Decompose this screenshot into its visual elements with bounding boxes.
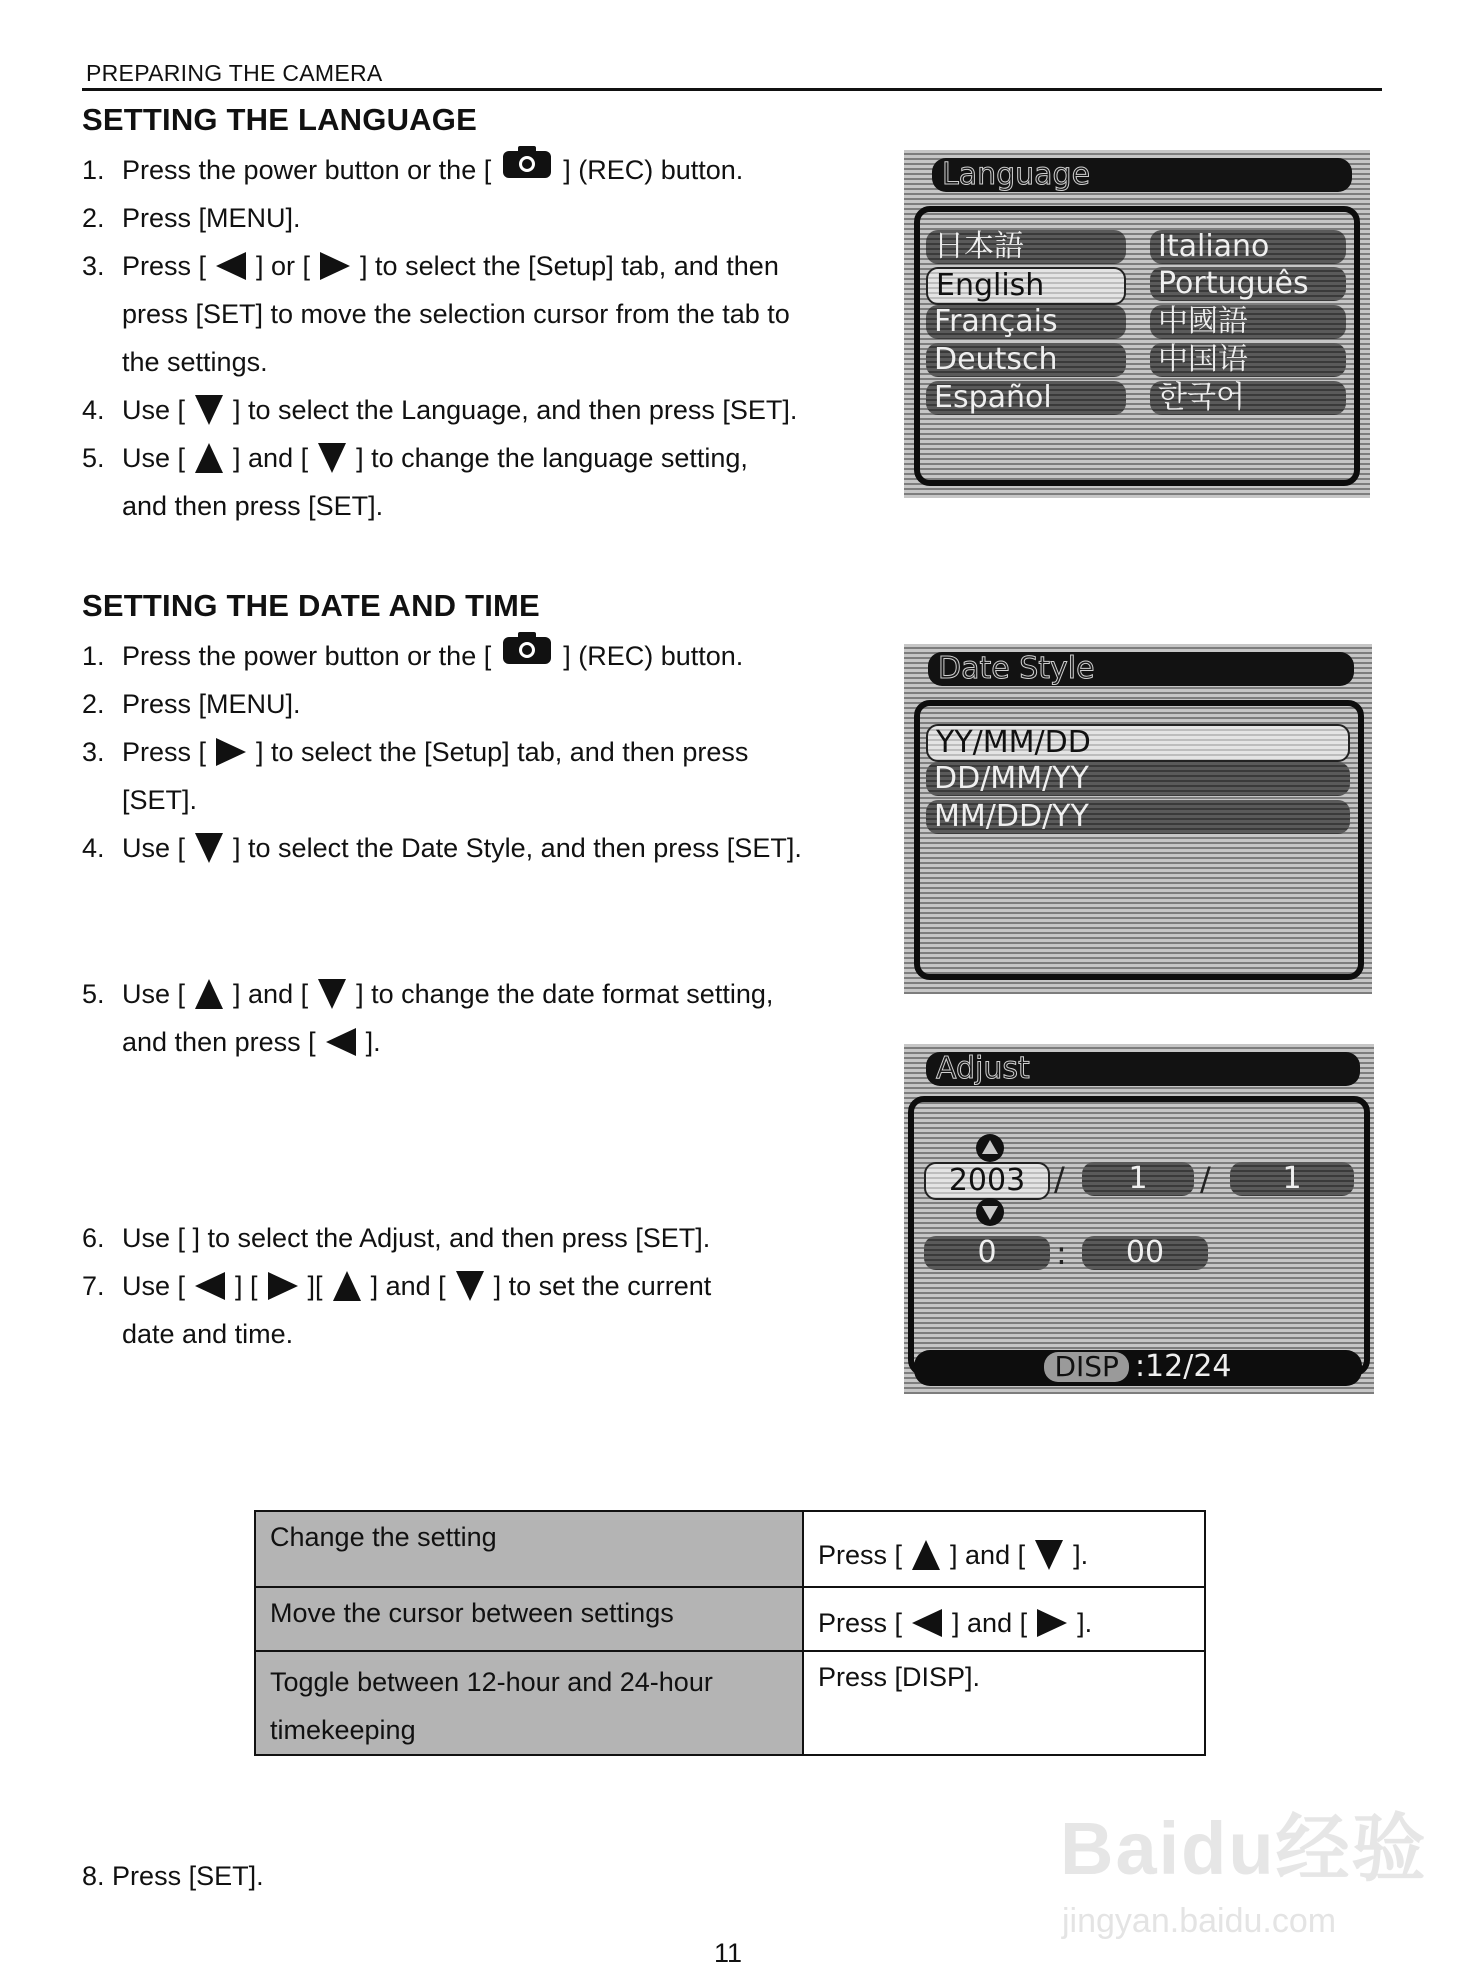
running-head: PREPARING THE CAMERA xyxy=(86,60,383,86)
up-arrow-icon xyxy=(333,1271,361,1301)
table-row xyxy=(255,1587,1205,1651)
lang-option-portugues: Português xyxy=(1150,267,1346,301)
lang-option-japanese: 日本語 xyxy=(926,230,1126,264)
dt-step-4: 4. Use [ ] to select the Date Style, and then press [SET]. xyxy=(82,833,802,863)
up-arrow-icon xyxy=(912,1540,940,1570)
down-arrow-icon xyxy=(1035,1540,1063,1570)
left-arrow-icon xyxy=(326,1028,356,1056)
down-arrow-icon xyxy=(976,1198,1004,1226)
adjust-screen-title: Adjust xyxy=(926,1052,1360,1086)
lang-step-3-cont2: the settings. xyxy=(122,347,268,377)
time-separator: : xyxy=(1056,1234,1067,1272)
date-style-screen xyxy=(904,644,1372,994)
right-arrow-icon xyxy=(268,1272,298,1300)
dt-step-1: 1. Press the power button or the [ ] (REC) button. xyxy=(82,632,743,682)
left-arrow-icon xyxy=(912,1609,942,1637)
adjust-footer-bar xyxy=(914,1350,1362,1386)
table-cell-action: Move the cursor between settings xyxy=(255,1587,803,1651)
dt-step-5-cont: and then press [ ]. xyxy=(122,1027,381,1057)
date-separator: / xyxy=(1200,1160,1211,1198)
disp-label: DISP xyxy=(1044,1352,1128,1382)
table-cell-action: Change the setting xyxy=(255,1511,803,1587)
date-separator: / xyxy=(1054,1160,1065,1198)
left-arrow-icon xyxy=(195,1272,225,1300)
language-screen xyxy=(904,150,1370,498)
lang-step-1: 1. Press the power button or the [ ] (REC) button. xyxy=(82,146,743,196)
down-arrow-icon xyxy=(195,395,223,425)
date-style-option-yymmdd: YY/MM/DD xyxy=(926,724,1350,762)
lang-step-3-cont1: press [SET] to move the selection cursor from the tab to xyxy=(122,299,790,329)
down-arrow-icon xyxy=(318,979,346,1009)
dt-step-3: 3. Press [ ] to select the [Setup] tab, and then press xyxy=(82,737,749,767)
table-cell-action: Toggle between 12-hour and 24-hour timekeeping xyxy=(255,1651,803,1755)
camera-icon xyxy=(503,631,551,679)
down-arrow-icon xyxy=(318,443,346,473)
dt-step-5: 5. Use [ ] and [ ] to change the date format setting, xyxy=(82,979,774,1009)
watermark-logo: Baidu经验 xyxy=(1060,1807,1428,1890)
up-arrow-icon xyxy=(976,1134,1004,1162)
table-cell-keys: Press [ ] and [ ]. xyxy=(803,1587,1205,1651)
table-cell-keys: Press [ ] and [ ]. xyxy=(803,1511,1205,1587)
right-arrow-icon xyxy=(320,252,350,280)
adjust-hour-field: 0 xyxy=(924,1236,1050,1270)
lang-option-chinese-simp: 中国语 xyxy=(1150,343,1346,377)
dt-step-8: 8. Press [SET]. xyxy=(82,1861,264,1891)
right-arrow-icon xyxy=(1037,1609,1067,1637)
lang-step-4: 4. Use [ ] to select the Language, and then press [SET]. xyxy=(82,395,798,425)
adjust-minute-field: 00 xyxy=(1082,1236,1208,1270)
language-screen-title: Language xyxy=(932,158,1352,192)
left-arrow-icon xyxy=(216,252,246,280)
datetime-heading: SETTING THE DATE AND TIME xyxy=(82,588,540,623)
language-heading: SETTING THE LANGUAGE xyxy=(82,102,477,137)
date-style-screen-title: Date Style xyxy=(928,652,1354,686)
lang-step-3: 3. Press [ ] or [ ] to select the [Setup] tab, and then xyxy=(82,251,779,281)
page-number: 11 xyxy=(714,1938,743,1968)
lang-option-english: English xyxy=(926,267,1126,305)
up-arrow-icon xyxy=(195,443,223,473)
adjust-screen xyxy=(904,1044,1374,1394)
lang-step-2: 2. Press [MENU]. xyxy=(82,203,301,233)
lang-option-korean: 한국어 xyxy=(1150,381,1346,415)
watermark-url: jingyan.baidu.com xyxy=(1062,1902,1337,1940)
table-cell-keys: Press [DISP]. xyxy=(803,1651,1205,1755)
dt-step-7: 7. Use [ ] [ ][ ] and [ ] to set the current xyxy=(82,1271,712,1301)
table-row xyxy=(255,1651,1205,1755)
down-arrow-icon xyxy=(195,833,223,863)
lang-option-chinese-trad: 中國語 xyxy=(1150,305,1346,339)
up-arrow-icon xyxy=(195,979,223,1009)
camera-icon xyxy=(503,145,551,193)
key-table xyxy=(254,1510,1206,1756)
header-rule xyxy=(82,88,1382,91)
adjust-month-field: 1 xyxy=(1082,1162,1194,1196)
lang-option-francais: Français xyxy=(926,305,1126,339)
lang-step-5: 5. Use [ ] and [ ] to change the language setting, xyxy=(82,443,748,473)
table-row xyxy=(255,1511,1205,1587)
dt-step-3-cont: [SET]. xyxy=(122,785,198,815)
disp-value: :12/24 xyxy=(1134,1349,1232,1384)
adjust-year-field: 2003 xyxy=(924,1162,1050,1200)
lang-option-italiano: Italiano xyxy=(1150,230,1346,264)
dt-step-6: 6. Use [ ] to select the Adjust, and then press [SET]. xyxy=(82,1223,711,1253)
dt-step-7-cont: date and time. xyxy=(122,1319,294,1349)
down-arrow-icon xyxy=(456,1271,484,1301)
right-arrow-icon xyxy=(216,738,246,766)
date-style-option-mmddyy: MM/DD/YY xyxy=(926,800,1350,834)
lang-option-deutsch: Deutsch xyxy=(926,343,1126,377)
date-style-option-ddmmyy: DD/MM/YY xyxy=(926,762,1350,796)
dt-step-2: 2. Press [MENU]. xyxy=(82,689,301,719)
adjust-day-field: 1 xyxy=(1230,1162,1354,1196)
lang-step-5-cont: and then press [SET]. xyxy=(122,491,384,521)
lang-option-espanol: Español xyxy=(926,381,1126,415)
